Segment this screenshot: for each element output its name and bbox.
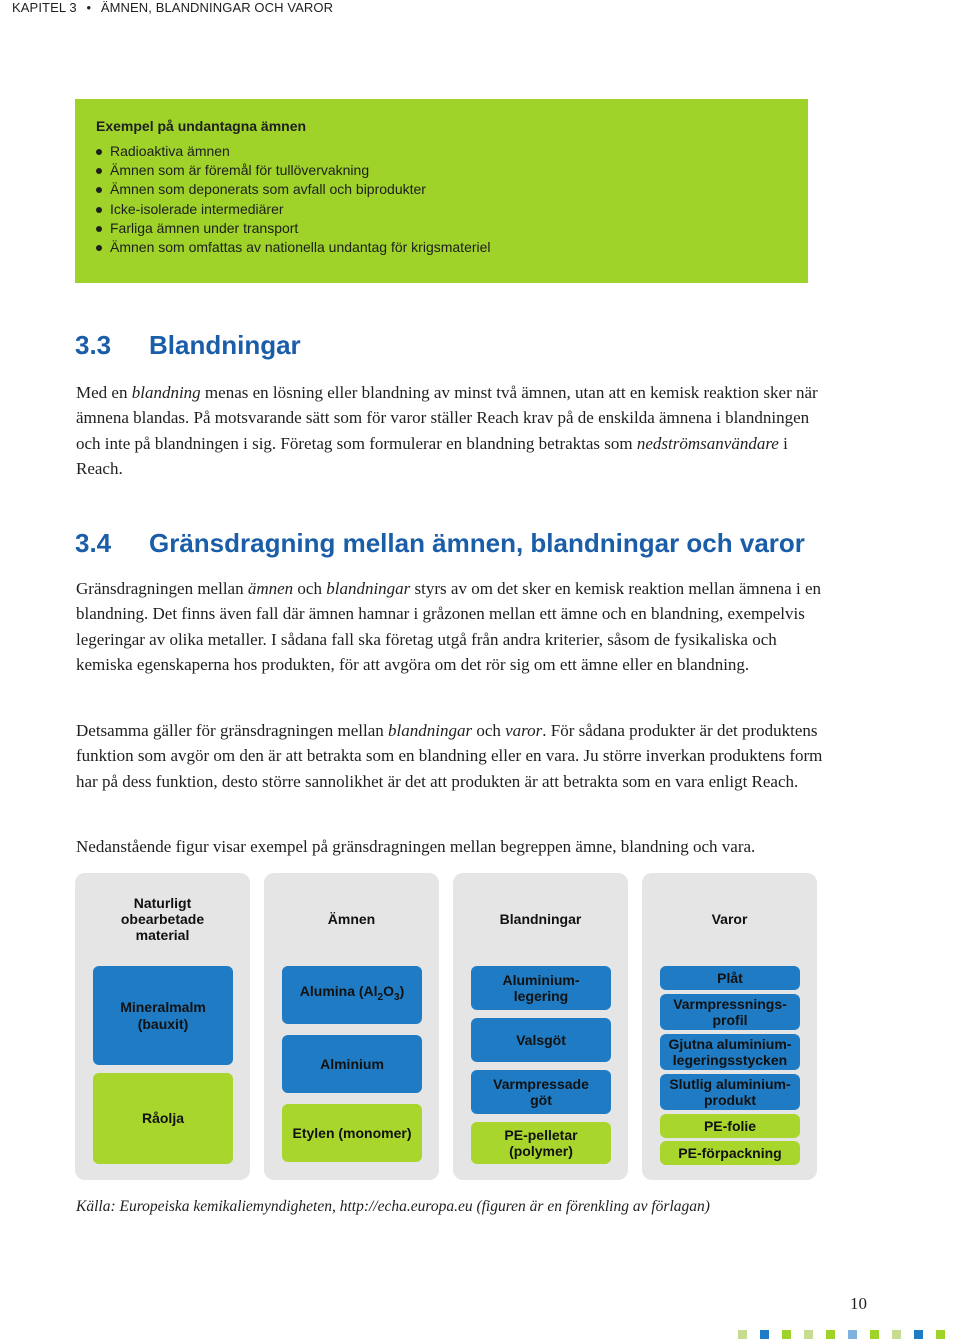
- section-number: 3.4: [75, 528, 112, 558]
- section-heading-3-3: [75, 330, 301, 361]
- running-header: [12, 0, 333, 15]
- classification-figure: [75, 873, 817, 1180]
- text-run: styrs av om det sker en kemisk reaktion mellan ämnena i en blandning. Det finns även fall där ämnen hamnar i gråzonen mellan ett ämne och en blandning, exempelvis legeringar av olika metaller. I sådana fall ska företag utgå från andra kriterier, såsom de fysikaliska och kemiska egenskaperna hos produkten, för att avgöra om det rör sig om ett ämne eller en blandning.: [76, 579, 821, 674]
- text-run: ): [399, 983, 405, 1000]
- column-header: Naturligt obearbetade material: [120, 895, 205, 943]
- list-item: Radioaktiva ämnen: [94, 142, 491, 161]
- column-articles: [642, 873, 817, 1180]
- text-run: . För sådana produkter är det produktens funktion som avgör om den är att betrakta som en blandning eller en vara. Ju större inverkan produktens form har på dess funktion, desto större sannolikhet är det att produkten är att betrakta som en vara enligt Reach.: [76, 721, 823, 791]
- section-title: Gränsdragning mellan ämnen, blandningar och varor: [149, 528, 805, 558]
- emphasis: blandning: [131, 383, 201, 402]
- figure-box: PE-pelletar (polymer): [471, 1122, 611, 1164]
- paragraph-mixtures-articles: [76, 718, 826, 794]
- footer-dot: [892, 1330, 901, 1339]
- footer-dot: [738, 1330, 747, 1339]
- figure-box: Plåt: [660, 966, 800, 990]
- column-raw-materials: [75, 873, 250, 1180]
- figure-caption: Källa: Europeiska kemikaliemyndigheten, http://echa.europa.eu (figuren är en förenkling av förlagan): [76, 1198, 710, 1215]
- chapter-label: KAPITEL 3: [12, 0, 77, 15]
- column-substances: [264, 873, 439, 1180]
- figure-box: Aluminium-legering: [471, 966, 611, 1010]
- list-item: Ämnen som är föremål för tullövervakning: [94, 161, 491, 180]
- emphasis: blandningar: [388, 721, 473, 740]
- column-mixtures: [453, 873, 628, 1180]
- paragraph-figure-intro: Nedanstående figur visar exempel på gränsdragningen mellan begreppen ämne, blandning och vara.: [76, 837, 756, 856]
- figure-box: Slutlig aluminium-produkt: [660, 1074, 800, 1110]
- figure-box-alumina: [282, 966, 422, 1024]
- footer-dot: [870, 1330, 879, 1339]
- figure-box: Varmpressade göt: [471, 1070, 611, 1114]
- figure-box: Etylen (monomer): [282, 1104, 422, 1162]
- footer-dot: [804, 1330, 813, 1339]
- text-run: Detsamma gäller för gränsdragningen mellan: [76, 721, 389, 740]
- text-run: i Reach.: [76, 433, 788, 478]
- section-heading-3-4: [75, 528, 805, 559]
- list-item: Ämnen som omfattas av nationella undantag för krigsmateriel: [94, 238, 491, 257]
- text-run: Med en: [76, 383, 132, 402]
- column-header: Blandningar: [499, 911, 582, 927]
- exemptions-list: [94, 142, 491, 257]
- section-title: Blandningar: [149, 330, 301, 360]
- text-run: O: [383, 983, 394, 1000]
- figure-box: Alminium: [282, 1035, 422, 1093]
- figure-box: PE-förpackning: [660, 1141, 800, 1165]
- emphasis: blandningar: [326, 579, 411, 598]
- text-run: Gränsdragningen mellan: [76, 579, 248, 598]
- chapter-title: ÄMNEN, BLANDNINGAR OCH VAROR: [100, 0, 334, 15]
- footer-dot: [782, 1330, 791, 1339]
- list-item: Farliga ämnen under transport: [94, 219, 491, 238]
- footer-dot-strip: [738, 1330, 960, 1340]
- emphasis: ämnen: [247, 579, 294, 598]
- alumina-label: [300, 983, 404, 1006]
- subscript: 3: [394, 992, 400, 1004]
- exemptions-title: Exempel på undantagna ämnen: [96, 118, 307, 134]
- section-number: 3.3: [75, 330, 112, 360]
- text-run: menas en lösning eller blandning av minst två ämnen, utan att en kemisk reaktion sker när ämnena blandas. På motsvarande sätt som för varor ställer Reach krav på de enskilda ämnena i blandningen och inte på blandningen i sig. Företag som formulerar en blandning betraktas som: [76, 383, 818, 453]
- emphasis: varor: [505, 721, 543, 740]
- footer-dot: [826, 1330, 835, 1339]
- list-item: Icke-isolerade intermediärer: [94, 200, 491, 219]
- column-header: Ämnen: [327, 911, 376, 927]
- text-run: och: [472, 721, 506, 740]
- figure-box: Gjutna aluminium-legeringsstycken: [660, 1034, 800, 1070]
- figure-box: PE-folie: [660, 1114, 800, 1138]
- subscript: 2: [377, 992, 384, 1004]
- emphasis: nedströmsanvändare: [636, 433, 779, 453]
- list-item: Ämnen som deponerats som avfall och biprodukter: [94, 180, 491, 199]
- footer-dot: [760, 1330, 769, 1339]
- paragraph-mixtures: [76, 380, 826, 481]
- figure-box: Valsgöt: [471, 1018, 611, 1062]
- figure-box: Mineralmalm (bauxit): [93, 966, 233, 1065]
- paragraph-substances-mixtures: [76, 576, 826, 677]
- footer-dot: [936, 1330, 945, 1339]
- figure-box: Varmpressnings-profil: [660, 994, 800, 1030]
- footer-dot: [848, 1330, 857, 1339]
- footer-dot: [914, 1330, 923, 1339]
- exemptions-box: [75, 99, 808, 283]
- figure-box: Råolja: [93, 1073, 233, 1164]
- page-number: 10: [850, 1294, 867, 1313]
- text-run: och: [293, 579, 327, 598]
- header-separator: •: [86, 0, 92, 15]
- text-run: Alumina (Al: [299, 983, 378, 1000]
- column-header: Varor: [711, 911, 748, 927]
